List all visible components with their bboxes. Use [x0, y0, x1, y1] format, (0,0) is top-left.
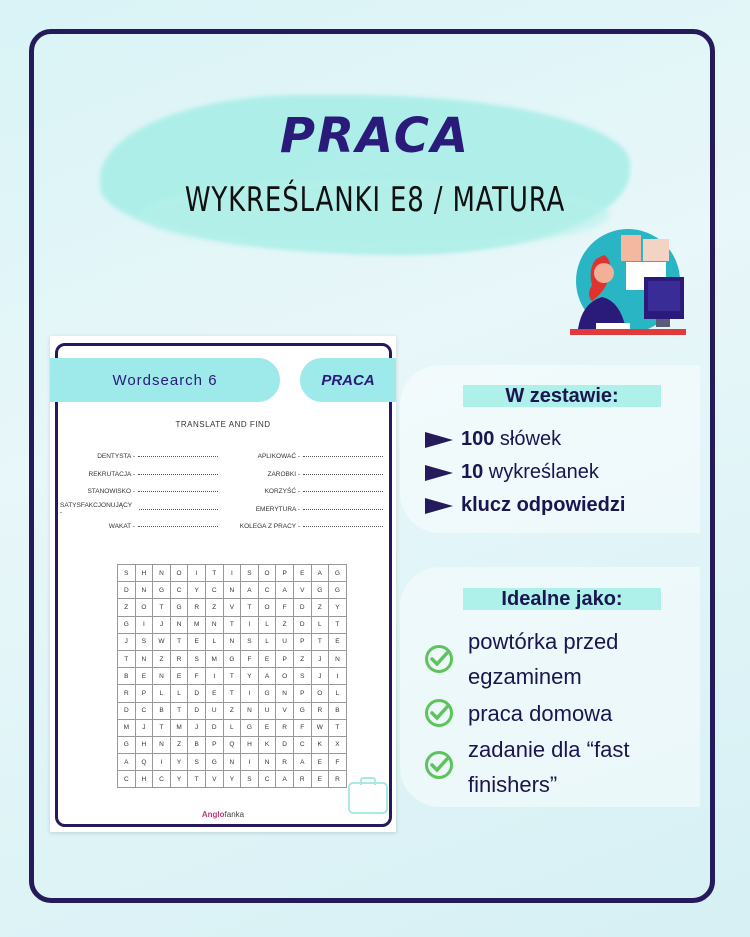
- grid-cell: I: [241, 616, 259, 633]
- set-item-bold: 100: [461, 428, 495, 450]
- set-list: [425, 423, 625, 522]
- grid-cell: G: [153, 582, 171, 599]
- page-subtitle: WYKREŚLANKI E8 / MATURA: [184, 180, 566, 220]
- worksheet-instruction: TRANSLATE AND FIND: [175, 420, 271, 429]
- grid-cell: L: [329, 685, 347, 702]
- grid-cell: Q: [223, 736, 241, 753]
- grid-cell: M: [188, 616, 206, 633]
- check-circle-icon: [424, 644, 454, 674]
- grid-cell: A: [118, 754, 136, 771]
- grid-row: [118, 565, 347, 582]
- set-item-text: wykreślanek: [483, 461, 599, 483]
- ideal-item-text: praca domowa: [468, 701, 613, 726]
- grid-cell: C: [258, 582, 276, 599]
- wordsearch-grid: [117, 564, 347, 788]
- ideal-item: [424, 624, 629, 696]
- grid-cell: T: [205, 565, 223, 582]
- grid-cell: S: [241, 633, 259, 650]
- grid-cell: J: [311, 668, 329, 685]
- grid-cell: J: [311, 650, 329, 667]
- grid-cell: W: [153, 633, 171, 650]
- grid-cell: E: [329, 633, 347, 650]
- grid-cell: F: [276, 599, 294, 616]
- grid-cell: L: [170, 685, 188, 702]
- grid-cell: B: [118, 668, 136, 685]
- grid-cell: E: [258, 650, 276, 667]
- ideal-item-text: zadanie dla “fast: [468, 737, 630, 762]
- vocab-row: [60, 483, 218, 501]
- grid-cell: P: [293, 685, 311, 702]
- grid-cell: V: [205, 771, 223, 788]
- grid-cell: N: [135, 582, 153, 599]
- grid-cell: N: [223, 754, 241, 771]
- grid-cell: T: [153, 599, 171, 616]
- grid-cell: G: [258, 685, 276, 702]
- grid-cell: L: [205, 633, 223, 650]
- grid-cell: T: [311, 633, 329, 650]
- grid-cell: R: [170, 650, 188, 667]
- vocab-row: [60, 518, 218, 536]
- set-item-bold: klucz odpowiedzi: [461, 494, 626, 516]
- grid-cell: N: [329, 650, 347, 667]
- grid-cell: Z: [311, 599, 329, 616]
- office-worker-illustration: [566, 229, 686, 339]
- set-item-text: słówek: [494, 428, 562, 450]
- grid-cell: Z: [153, 650, 171, 667]
- grid-cell: I: [153, 754, 171, 771]
- grid-cell: I: [241, 754, 259, 771]
- grid-cell: C: [170, 582, 188, 599]
- grid-cell: O: [170, 565, 188, 582]
- grid-cell: Z: [223, 702, 241, 719]
- grid-cell: Y: [329, 599, 347, 616]
- grid-cell: T: [170, 633, 188, 650]
- grid-cell: S: [135, 633, 153, 650]
- grid-cell: B: [329, 702, 347, 719]
- grid-cell: H: [135, 771, 153, 788]
- grid-cell: E: [188, 633, 206, 650]
- grid-cell: P: [276, 650, 294, 667]
- grid-cell: O: [258, 565, 276, 582]
- grid-row: [118, 599, 347, 616]
- grid-cell: L: [258, 633, 276, 650]
- grid-row: [118, 616, 347, 633]
- grid-cell: G: [118, 736, 136, 753]
- grid-cell: C: [118, 771, 136, 788]
- grid-cell: S: [118, 565, 136, 582]
- grid-cell: G: [170, 599, 188, 616]
- grid-cell: Y: [170, 771, 188, 788]
- ideal-item-text: egzaminem: [468, 664, 582, 689]
- vocab-row: [225, 466, 383, 484]
- grid-cell: E: [293, 565, 311, 582]
- grid-cell: N: [153, 565, 171, 582]
- vocab-row: [225, 483, 383, 501]
- grid-cell: N: [223, 582, 241, 599]
- grid-cell: D: [188, 685, 206, 702]
- grid-row: [118, 633, 347, 650]
- grid-cell: R: [276, 719, 294, 736]
- grid-cell: U: [276, 633, 294, 650]
- grid-cell: T: [223, 685, 241, 702]
- grid-cell: W: [311, 719, 329, 736]
- worksheet-preview: [50, 336, 396, 832]
- grid-cell: S: [293, 668, 311, 685]
- grid-cell: Y: [223, 771, 241, 788]
- grid-cell: T: [153, 719, 171, 736]
- grid-cell: E: [135, 668, 153, 685]
- grid-cell: N: [223, 633, 241, 650]
- vocab-row: [225, 448, 383, 466]
- grid-row: [118, 719, 347, 736]
- grid-row: [118, 650, 347, 667]
- grid-cell: I: [329, 668, 347, 685]
- grid-cell: O: [311, 685, 329, 702]
- grid-cell: M: [205, 650, 223, 667]
- grid-cell: O: [258, 599, 276, 616]
- grid-cell: V: [223, 599, 241, 616]
- grid-cell: P: [135, 685, 153, 702]
- grid-cell: G: [223, 650, 241, 667]
- grid-cell: J: [188, 719, 206, 736]
- grid-cell: R: [329, 771, 347, 788]
- grid-cell: O: [276, 668, 294, 685]
- grid-cell: D: [188, 702, 206, 719]
- grid-cell: R: [276, 754, 294, 771]
- grid-cell: Q: [135, 754, 153, 771]
- grid-cell: G: [329, 582, 347, 599]
- set-heading: W zestawie:: [463, 385, 661, 407]
- vocab-row: [225, 518, 383, 536]
- grid-cell: C: [258, 771, 276, 788]
- check-circle-icon: [424, 750, 454, 780]
- grid-cell: N: [276, 685, 294, 702]
- grid-cell: T: [223, 616, 241, 633]
- vocab-word: EMERYTURA -: [255, 505, 300, 513]
- grid-cell: F: [188, 668, 206, 685]
- arrow-right-icon: [425, 432, 453, 448]
- grid-cell: H: [241, 736, 259, 753]
- brand-part: fanka: [224, 810, 245, 819]
- grid-cell: A: [258, 668, 276, 685]
- grid-cell: Z: [276, 616, 294, 633]
- grid-cell: R: [118, 685, 136, 702]
- worksheet-topic-pill: PRACA: [300, 358, 396, 402]
- grid-cell: G: [293, 702, 311, 719]
- grid-cell: T: [223, 668, 241, 685]
- ideal-item: [424, 732, 629, 804]
- set-item: [425, 489, 625, 522]
- brand-part: Anglo: [201, 810, 225, 819]
- grid-cell: I: [135, 616, 153, 633]
- grid-cell: O: [135, 599, 153, 616]
- set-item-bold: 10: [461, 461, 484, 483]
- grid-cell: F: [329, 754, 347, 771]
- grid-cell: I: [188, 565, 206, 582]
- grid-cell: C: [205, 582, 223, 599]
- grid-cell: I: [223, 565, 241, 582]
- grid-cell: R: [188, 599, 206, 616]
- brand-logo: [50, 810, 396, 819]
- grid-cell: J: [135, 719, 153, 736]
- grid-cell: T: [241, 599, 259, 616]
- grid-cell: G: [118, 616, 136, 633]
- grid-cell: N: [205, 616, 223, 633]
- grid-cell: N: [170, 616, 188, 633]
- grid-cell: R: [311, 702, 329, 719]
- vocab-row: [60, 501, 218, 519]
- set-item: [425, 456, 625, 489]
- grid-row: [118, 685, 347, 702]
- grid-cell: T: [188, 771, 206, 788]
- grid-cell: N: [135, 650, 153, 667]
- vocab-word: SATYSFAKCJONUJĄCY -: [60, 502, 132, 517]
- grid-cell: B: [153, 702, 171, 719]
- grid-cell: E: [205, 685, 223, 702]
- grid-cell: T: [329, 616, 347, 633]
- grid-cell: S: [188, 650, 206, 667]
- grid-cell: E: [311, 754, 329, 771]
- grid-cell: G: [329, 565, 347, 582]
- vocab-list-left: [60, 448, 218, 536]
- grid-cell: Z: [118, 599, 136, 616]
- grid-cell: G: [311, 582, 329, 599]
- grid-cell: M: [170, 719, 188, 736]
- grid-cell: A: [293, 754, 311, 771]
- ideal-item: [424, 696, 629, 732]
- vocab-list-right: [225, 448, 383, 536]
- grid-cell: E: [311, 771, 329, 788]
- grid-cell: H: [135, 736, 153, 753]
- grid-row: [118, 582, 347, 599]
- grid-cell: J: [118, 633, 136, 650]
- grid-cell: S: [188, 754, 206, 771]
- grid-cell: D: [118, 582, 136, 599]
- vocab-row: [60, 466, 218, 484]
- arrow-right-icon: [425, 498, 453, 514]
- grid-cell: T: [118, 650, 136, 667]
- grid-cell: I: [205, 668, 223, 685]
- page-title: PRACA: [279, 108, 471, 164]
- grid-cell: C: [153, 771, 171, 788]
- grid-cell: H: [135, 565, 153, 582]
- grid-cell: G: [241, 719, 259, 736]
- grid-cell: G: [205, 754, 223, 771]
- grid-cell: R: [293, 771, 311, 788]
- grid-cell: J: [153, 616, 171, 633]
- grid-cell: E: [258, 719, 276, 736]
- grid-cell: Y: [241, 668, 259, 685]
- grid-cell: F: [293, 719, 311, 736]
- grid-cell: U: [205, 702, 223, 719]
- grid-cell: P: [276, 565, 294, 582]
- grid-cell: S: [241, 565, 259, 582]
- grid-cell: M: [118, 719, 136, 736]
- grid-cell: Z: [293, 650, 311, 667]
- vocab-word: APLIKOWAĆ -: [257, 453, 300, 461]
- grid-cell: V: [293, 582, 311, 599]
- grid-cell: C: [293, 736, 311, 753]
- grid-cell: A: [276, 771, 294, 788]
- arrow-right-icon: [425, 465, 453, 481]
- grid-cell: N: [241, 702, 259, 719]
- grid-cell: N: [153, 736, 171, 753]
- grid-cell: P: [205, 736, 223, 753]
- ideal-list: [424, 624, 629, 804]
- vocab-word: STANOWISKO -: [87, 488, 135, 496]
- grid-cell: U: [258, 702, 276, 719]
- grid-cell: L: [153, 685, 171, 702]
- set-item: [425, 423, 625, 456]
- grid-cell: T: [170, 702, 188, 719]
- grid-row: [118, 754, 347, 771]
- grid-cell: T: [329, 719, 347, 736]
- vocab-row: [60, 448, 218, 466]
- grid-cell: D: [293, 616, 311, 633]
- grid-row: [118, 668, 347, 685]
- grid-cell: I: [241, 685, 259, 702]
- grid-cell: F: [241, 650, 259, 667]
- grid-cell: N: [258, 754, 276, 771]
- grid-cell: A: [241, 582, 259, 599]
- grid-cell: N: [153, 668, 171, 685]
- grid-cell: V: [276, 702, 294, 719]
- grid-cell: D: [118, 702, 136, 719]
- grid-cell: X: [329, 736, 347, 753]
- grid-cell: L: [311, 616, 329, 633]
- grid-cell: Y: [170, 754, 188, 771]
- grid-cell: L: [223, 719, 241, 736]
- grid-cell: E: [170, 668, 188, 685]
- grid-cell: A: [311, 565, 329, 582]
- grid-cell: S: [241, 771, 259, 788]
- grid-cell: B: [188, 736, 206, 753]
- vocab-word: DENTYSTA -: [97, 453, 135, 461]
- grid-cell: C: [135, 702, 153, 719]
- grid-cell: Z: [170, 736, 188, 753]
- worksheet-title-pill: Wordsearch 6: [50, 358, 280, 402]
- vocab-row: [225, 501, 383, 519]
- vocab-word: ZAROBKI -: [267, 470, 300, 478]
- ideal-item-text: finishers”: [468, 772, 558, 797]
- grid-cell: K: [311, 736, 329, 753]
- grid-row: [118, 736, 347, 753]
- vocab-word: KOLEGA Z PRACY -: [239, 523, 300, 531]
- grid-cell: L: [258, 616, 276, 633]
- check-circle-icon: [424, 698, 454, 728]
- grid-cell: K: [258, 736, 276, 753]
- grid-cell: Y: [188, 582, 206, 599]
- ideal-item-text: powtórka przed: [468, 629, 619, 654]
- grid-cell: D: [276, 736, 294, 753]
- grid-cell: D: [205, 719, 223, 736]
- grid-cell: D: [293, 599, 311, 616]
- grid-row: [118, 702, 347, 719]
- grid-cell: P: [293, 633, 311, 650]
- ideal-heading: Idealne jako:: [463, 588, 661, 610]
- grid-cell: A: [276, 582, 294, 599]
- grid-row: [118, 771, 347, 788]
- vocab-word: WAKAT -: [108, 523, 135, 531]
- grid-cell: Z: [205, 599, 223, 616]
- vocab-word: REKRUTACJA -: [88, 470, 135, 478]
- vocab-word: KORZYŚĆ -: [264, 488, 300, 496]
